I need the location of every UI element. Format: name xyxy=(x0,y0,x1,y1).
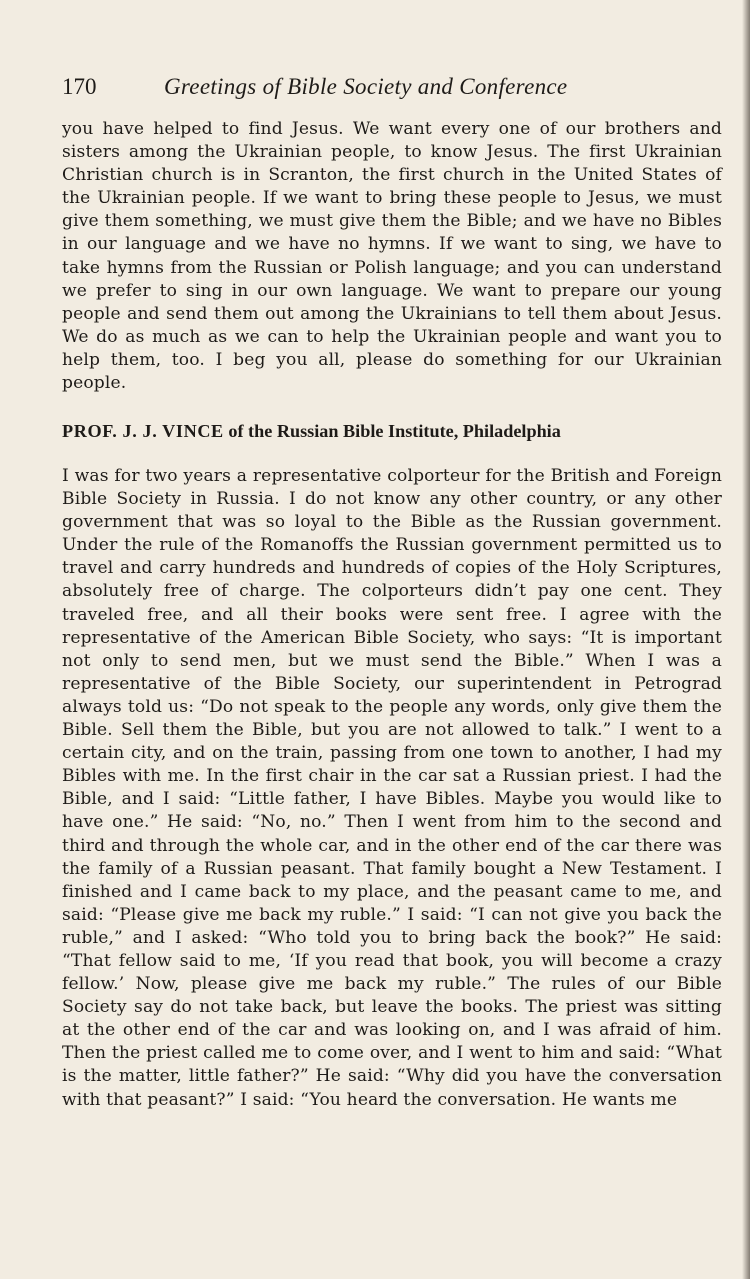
speaker-affiliation: of the Russian Bible Institute, Philadelphia xyxy=(228,421,561,441)
page-edge-shadow xyxy=(742,0,750,1279)
page-header xyxy=(62,72,712,102)
paragraph-speech: I was for two years a representative colporteur for the British and Foreign Bible Society in Russia. I do not know any other country, or any other government that was so loyal to the Bible as the Russian government. Under the rule of the Romanoffs the Russian government permitted us to travel and carry hundreds and hundreds of copies of the Holy Scriptures, absolutely free of charge. The colporteurs didn’t pay one cent. They traveled free, and all their books were sent free. I agree with the representative of the American Bible Society, who says: “It is important not only to send men, but we must send the Bible.” When I was a representative of the Bible Society, our superintendent in Petrograd always told us: “Do not speak to the people any words, only give them the Bible. Sell them the Bible, but you are not allowed to talk.” I went to a certain city, and on the train, passing from one town to another, I had my Bibles with me. In the first chair in the car sat a Russian priest. I had the Bible, and I said: “Little father, I have Bibles. Maybe you would like to have one.” He said: “No, no.” Then I went from him to the second and third and through the whole car, and in the other end of the car there was the family of a Russian peasant. That family bought a New Testament. I finished and I came back to my place, and the peasant came to me, and said: “Please give me back my ruble.” I said: “I can not give you back the ruble,” and I asked: “Who told you to bring back the book?” He said: “That fellow said to me, ‘If you read that book, you will become a crazy fellow.’ Now, please give me back my ruble.” The rules of our Bible Society say do not take back, but leave the books. The priest was sitting at the other end of the car and was looking on, and I was afraid of him. Then the priest called me to come over, and I went to him and said: “What is the matter, little father?” He said: “Why did you have the conversation with that peasant?” I said: “You heard the conversation. He wants me xyxy=(62,466,722,1110)
speaker-name: PROF. J. J. VINCE xyxy=(62,421,224,441)
paragraph-continued: you have helped to find Jesus. We want every one of our brothers and sisters among the Ukrainian people, to know Jesus. The first Ukrainian Christian church is in Scranton, the first church in the United States of the Ukrainian people. If we want to bring these people to Jesus, we must give them something, we must give them the Bible; and we have no Bibles in our language and we have no hymns. If we want to sing, we have to take hymns from the Russian or Polish language; and you can understand we prefer to sing in our own language. We want to prepare our young people and send them out among the Ukrainians to tell them about Jesus. We do as much as we can to help the Ukrainian people and want you to help them, too. I beg you all, please do something for our Ukrainian people. xyxy=(62,119,722,394)
text-block-speech xyxy=(62,465,722,1112)
speaker-heading xyxy=(62,418,722,444)
text-block-continued xyxy=(62,118,722,395)
page-number: 170 xyxy=(62,74,97,99)
running-title: Greetings of Bible Society and Conference xyxy=(164,74,568,99)
